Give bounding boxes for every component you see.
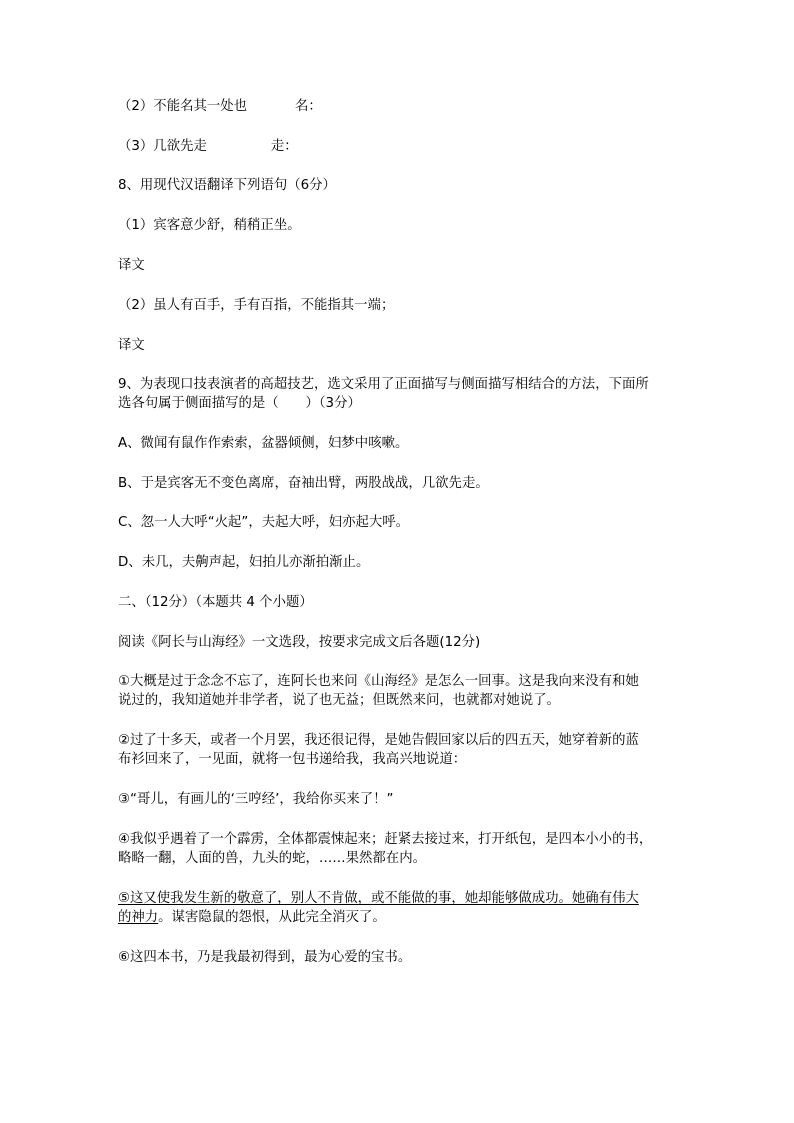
q9-option-d: D、未几，夫齁声起，妇拍儿亦渐拍渐止。	[118, 555, 370, 570]
passage-p6: ⑥这四本书，乃是我最初得到，最为心爱的宝书。	[118, 950, 412, 965]
passage-p1-line2: 说过的，我知道她并非学者，说了也无益；但既然来问，也就都对她说了。	[118, 693, 560, 708]
q7-item3-label: （3）几欲先走	[118, 139, 207, 154]
q9-option-a: A、微闻有鼠作作索索，盆器倾侧，妇梦中咳嗽。	[118, 436, 409, 451]
q8-answer2-label: 译文	[118, 338, 145, 353]
q9-option-c: C、忽一人大呼“火起”，夫起大呼，妇亦起大呼。	[118, 515, 410, 530]
q7-item3	[118, 137, 298, 157]
q9-title-line1: 9、为表现口技表演者的高超技艺，选文采用了正面描写与侧面描写相结合的方法，下面所	[118, 377, 649, 392]
passage-p5-rest: 。谋害隐鼠的怨恨，从此完全消灭了。	[158, 910, 386, 925]
q9-title-line2: 选各句属于侧面描写的是（ ）（3分）	[118, 396, 361, 411]
q8-title: 8、用现代汉语翻译下列语句（6分）	[118, 178, 336, 193]
passage-p4-line1: ④我似乎遇着了一个霹雳，全体都震悚起来；赶紧去接过来，打开纸包，是四本小小的书，	[118, 832, 653, 847]
passage-p2-line2: 布衫回来了，一见面，就将一包书递给我，我高兴地说道：	[118, 752, 467, 767]
q7-item2-word: 名：	[295, 99, 322, 114]
q7-item2	[118, 97, 322, 117]
passage-p4-line2: 略略一翻，人面的兽，九头的蛇，……果然都在内。	[118, 851, 426, 866]
passage-p5-line2	[118, 908, 386, 928]
q7-item2-label: （2）不能名其一处也	[118, 99, 248, 114]
passage-p5-underlined-phrase: 的神力	[118, 910, 159, 925]
section2-heading: 二、（12分）（本题共 4 个小题）	[118, 595, 313, 610]
q8-item2: （2）虽人有百手，手有百指，不能指其一端；	[118, 298, 395, 313]
passage-p1-line1: ①大概是过于念念不忘了，连阿长也来问《山海经》是怎么一回事。这是我向来没有和她	[118, 674, 639, 689]
passage-p2-line1: ②过了十多天，或者一个月罢，我还很记得，是她告假回家以后的四五天，她穿着新的蓝	[118, 733, 639, 748]
passage-p3: ③“哥儿，有画儿的‘三哼经’，我给你买来了！”	[118, 792, 394, 807]
passage-p5-line1: ⑤这又使我发生新的敬意了，别人不肯做，或不能做的事，她却能够做成功。她确有伟大	[118, 891, 639, 906]
q8-item1: （1）宾客意少舒，稍稍正坐。	[118, 218, 301, 233]
q9-option-b: B、于是宾客无不变色离席，奋袖出臂，两股战战，几欲先走。	[118, 476, 489, 491]
q7-item3-word: 走：	[270, 139, 298, 154]
section2-instruction: 阅读《阿长与山海经》一文选段，按要求完成文后各题(12分)	[118, 635, 481, 650]
q8-answer1-label: 译文	[118, 258, 145, 273]
